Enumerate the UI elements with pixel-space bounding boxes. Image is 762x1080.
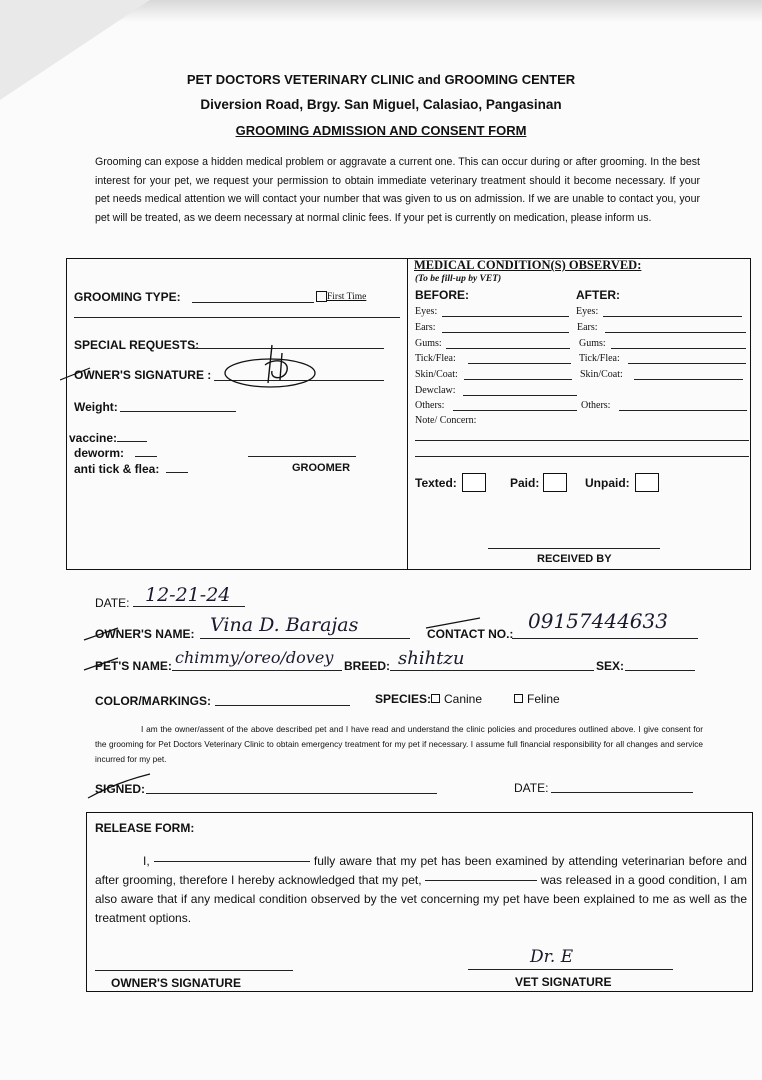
texted-checkbox[interactable]	[462, 473, 486, 492]
date2-field[interactable]	[551, 792, 693, 793]
contact-label: CONTACT NO.:	[427, 627, 514, 641]
note-label: Note/ Concern:	[415, 415, 477, 426]
medical-title: MEDICAL CONDITION(S) OBSERVED:	[414, 258, 642, 272]
canine-checkbox[interactable]	[431, 694, 440, 703]
grooming-type-label: GROOMING TYPE:	[74, 290, 181, 304]
sex-field[interactable]	[625, 670, 695, 671]
signed-field[interactable]	[146, 793, 437, 794]
pet-name-value: chimmy/oreo/dovey	[175, 648, 334, 667]
grooming-type-line2[interactable]	[74, 317, 400, 318]
form-title: GROOMING ADMISSION AND CONSENT FORM	[235, 123, 527, 138]
breed-value: shihtzu	[398, 648, 465, 669]
medical-subtitle: (To be fill-up by VET)	[415, 274, 502, 284]
deworm-label: deworm:	[74, 446, 125, 460]
before-tick-field[interactable]	[468, 363, 571, 364]
pet-strike	[82, 656, 122, 672]
after-gums-field[interactable]	[611, 348, 746, 349]
consent-paragraph: I am the owner/assent of the above described pet and I have read and understand the clinic policies and procedures outlined above. I give consent for the grooming for Pet Doctors Veterinary Clinic to obtain emergency treatment for my pet if necessary. I assume full financial responsibility for all changes and service incurred for my pet.	[95, 724, 703, 764]
after-eyes-field[interactable]	[603, 316, 742, 317]
release-title: RELEASE FORM:	[95, 821, 195, 835]
owner-signature-release-label: OWNER'S SIGNATURE	[111, 976, 241, 990]
after-eyes-label: Eyes:	[576, 306, 599, 317]
owner-strike	[82, 626, 122, 642]
before-heading: BEFORE:	[415, 288, 469, 302]
owner-signature-scribble	[60, 335, 330, 400]
texted-label: Texted:	[415, 476, 457, 490]
vet-signature-value: Dr. E	[530, 947, 574, 967]
box-divider	[407, 258, 408, 569]
contact-strike	[424, 616, 484, 630]
before-others-label: Others:	[415, 400, 445, 411]
before-skin-label: Skin/Coat:	[415, 369, 458, 380]
date-label: DATE:	[95, 596, 130, 610]
before-eyes-field[interactable]	[442, 316, 569, 317]
after-others-field[interactable]	[619, 410, 747, 411]
paid-label: Paid:	[510, 476, 540, 490]
before-gums-field[interactable]	[446, 348, 570, 349]
breed-field[interactable]	[390, 670, 594, 671]
weight-field[interactable]	[120, 411, 236, 412]
first-time-checkbox[interactable]	[316, 291, 327, 302]
vaccine-label: vaccine:	[69, 431, 118, 445]
owner-name-value: Vina D. Barajas	[210, 614, 359, 636]
color-field[interactable]	[215, 705, 350, 706]
breed-label: BREED:	[344, 659, 391, 673]
dewclaw-label: Dewclaw:	[415, 385, 456, 396]
owner-signature-label: OWNER'S SIGNATURE :	[74, 368, 212, 382]
contact-value: 09157444633	[528, 609, 668, 633]
release-text-2: was released in a good condition, I am also aware that if any medical condition observed by the vet concerning my pet have been explained to me as well as the treatment options.	[95, 873, 747, 925]
owner-signature-release-line[interactable]	[95, 970, 293, 971]
after-ears-label: Ears:	[577, 322, 598, 333]
release-paragraph	[95, 852, 747, 928]
signed-strike	[86, 772, 156, 802]
received-by-label: RECEIVED BY	[537, 553, 612, 565]
date-value: 12-21-24	[145, 584, 231, 606]
feline-option[interactable]	[514, 692, 560, 706]
pet-name-label: PET'S NAME:	[95, 659, 172, 673]
release-text-1: fully aware that my pet has been examined by attending veterinarian before and after grooming, therefore I hereby acknowledged that my pet,	[95, 854, 747, 887]
note-line-1[interactable]	[415, 440, 749, 441]
before-tick-label: Tick/Flea:	[415, 353, 456, 364]
clinic-address: Diversion Road, Brgy. San Miguel, Calasiao, Pangasinan	[200, 97, 562, 112]
dewclaw-field[interactable]	[463, 395, 577, 396]
feline-label: Feline	[527, 692, 560, 706]
before-eyes-label: Eyes:	[415, 306, 438, 317]
release-pet-field[interactable]	[425, 880, 537, 881]
grooming-type-field[interactable]	[192, 302, 314, 303]
date2-label: DATE:	[514, 781, 549, 795]
admission-box	[66, 258, 751, 570]
groomer-signature-line[interactable]	[248, 456, 356, 457]
anti-tick-field[interactable]	[166, 472, 188, 473]
vaccine-field[interactable]	[117, 441, 147, 442]
after-tick-label: Tick/Flea:	[579, 353, 620, 364]
before-gums-label: Gums:	[415, 338, 442, 349]
canine-label: Canine	[444, 692, 483, 706]
deworm-field[interactable]	[135, 456, 157, 457]
owner-name-field[interactable]	[200, 638, 410, 639]
before-others-field[interactable]	[453, 410, 577, 411]
anti-tick-label: anti tick & flea:	[74, 462, 160, 476]
first-time-label: First Time	[327, 292, 367, 302]
after-gums-label: Gums:	[579, 338, 606, 349]
before-ears-field[interactable]	[442, 332, 569, 333]
before-skin-field[interactable]	[464, 379, 572, 380]
vet-signature-label: VET SIGNATURE	[515, 975, 612, 989]
clinic-name: PET DOCTORS VETERINARY CLINIC and GROOMING CENTER	[186, 72, 576, 87]
after-others-label: Others:	[581, 400, 611, 411]
pet-name-field[interactable]	[172, 670, 342, 671]
groomer-label: GROOMER	[292, 462, 351, 474]
species-label: SPECIES:	[375, 692, 432, 706]
after-ears-field[interactable]	[605, 332, 746, 333]
contact-field[interactable]	[512, 638, 698, 639]
intro-paragraph: Grooming can expose a hidden medical problem or aggravate a current one. This can occur during or after grooming. In the best interest for your pet, we request your permission to obtain immediate veterinary treatment should it become necessary. If your pet needs medical attention we will contact your number that was given to us on admission. If we are unable to contact you, your pet will be treated, as we deem necessary at normal clinic fees. If your pet is currently on medication, please inform us.	[95, 156, 700, 224]
special-requests-label: SPECIAL REQUESTS:	[74, 338, 200, 352]
weight-label: Weight:	[74, 400, 118, 414]
unpaid-checkbox[interactable]	[635, 473, 659, 492]
feline-checkbox[interactable]	[514, 694, 523, 703]
vet-signature-line[interactable]	[468, 969, 673, 970]
unpaid-label: Unpaid:	[585, 476, 630, 490]
color-label: COLOR/MARKINGS:	[95, 694, 211, 708]
note-line-2[interactable]	[415, 456, 749, 457]
after-skin-label: Skin/Coat:	[580, 369, 623, 380]
after-tick-field[interactable]	[628, 363, 746, 364]
signed-label: SIGNED:	[95, 782, 146, 796]
canine-option[interactable]	[431, 692, 482, 706]
after-skin-field[interactable]	[634, 379, 743, 380]
release-name-field[interactable]	[154, 861, 310, 862]
after-heading: AFTER:	[576, 288, 620, 302]
date-field[interactable]	[133, 606, 245, 607]
paid-checkbox[interactable]	[543, 473, 567, 492]
sex-label: SEX:	[596, 659, 625, 673]
owner-name-label: OWNER'S NAME:	[95, 627, 195, 641]
received-by-line[interactable]	[488, 548, 660, 549]
before-ears-label: Ears:	[415, 322, 436, 333]
release-i: I,	[143, 854, 150, 868]
